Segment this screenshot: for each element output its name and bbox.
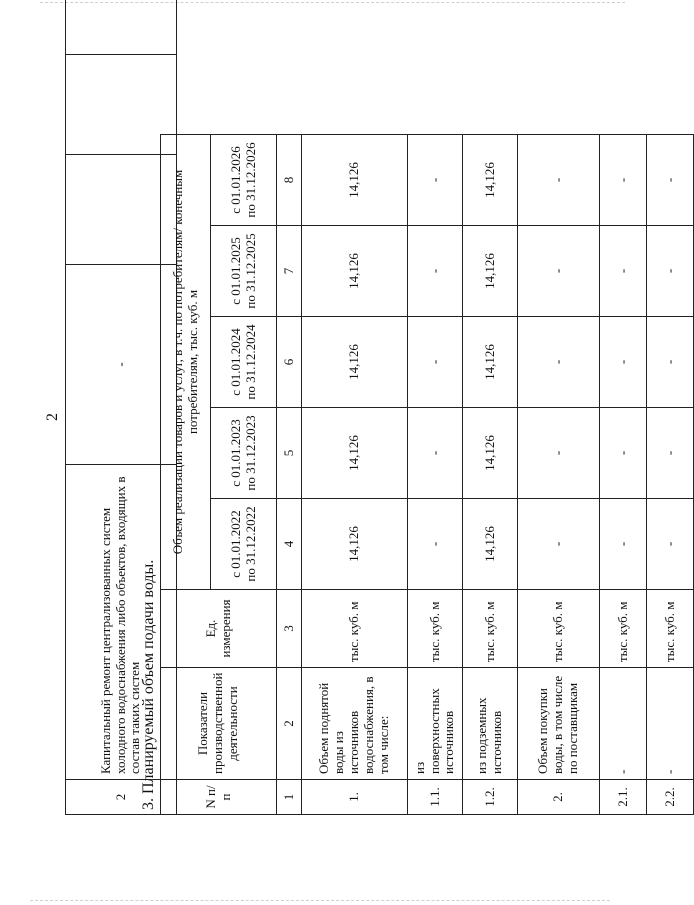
row-indicator: - xyxy=(647,668,694,780)
row-value: - xyxy=(600,226,647,317)
row-value: 14,126 xyxy=(302,408,408,499)
row-value: 14,126 xyxy=(463,134,518,225)
row-unit: тыс. куб. м xyxy=(302,590,408,668)
empty-cell xyxy=(66,0,177,55)
row-num: 1.1. xyxy=(408,780,463,815)
row-value: - xyxy=(518,134,600,225)
column-number: 6 xyxy=(277,317,302,408)
header-unit: Ед. измерения xyxy=(161,590,277,668)
row-unit: тыс. куб. м xyxy=(600,590,647,668)
row-num: 1.2. xyxy=(463,780,518,815)
row-indicator: Объем поднятой воды из источников водоснабжения, в том числе: xyxy=(302,668,408,780)
row-unit: тыс. куб. м xyxy=(408,590,463,668)
row-value: - xyxy=(600,408,647,499)
row-indicator: Объем покупки воды, в том числе по поставщикам xyxy=(518,668,600,780)
column-number: 8 xyxy=(277,134,302,225)
top-row-text: Капитальный ремонт централизованных систем холодного водоснабжения либо объектов, входящих в состав таких систем xyxy=(66,465,177,780)
header-period: с 01.01.2026 по 31.12.2026 xyxy=(211,134,277,225)
row-num: 2.2. xyxy=(647,780,694,815)
header-row xyxy=(161,134,211,814)
row-value: 14,126 xyxy=(302,317,408,408)
column-number: 3 xyxy=(277,590,302,668)
row-value: - xyxy=(408,226,463,317)
row-value: - xyxy=(600,134,647,225)
row-value: - xyxy=(647,408,694,499)
column-number: 4 xyxy=(277,499,302,590)
row-value: 14,126 xyxy=(302,134,408,225)
row-indicator: из подземных источников xyxy=(463,668,518,780)
header-num: N п/п xyxy=(161,780,277,815)
row-unit: тыс. куб. м xyxy=(647,590,694,668)
row-value: - xyxy=(647,226,694,317)
row-value: - xyxy=(408,317,463,408)
header-period: с 01.01.2024 по 31.12.2024 xyxy=(211,317,277,408)
row-value: - xyxy=(600,317,647,408)
table-row xyxy=(600,134,647,814)
header-period: с 01.01.2022 по 31.12.2022 xyxy=(211,499,277,590)
header-group: Объем реализации товаров и услуг, в т.ч. по потребителям/ конечным потребителям, тыс. куб. м xyxy=(161,134,211,589)
row-num: 2.1. xyxy=(600,780,647,815)
row-value: - xyxy=(518,408,600,499)
header-period: с 01.01.2023 по 31.12.2023 xyxy=(211,408,277,499)
row-value: - xyxy=(408,499,463,590)
row-value: - xyxy=(647,499,694,590)
row-value: - xyxy=(518,499,600,590)
row-indicator: из поверхностных источников xyxy=(408,668,463,780)
row-value: - xyxy=(408,408,463,499)
row-num: 2. xyxy=(518,780,600,815)
header-period: с 01.01.2025 по 31.12.2025 xyxy=(211,226,277,317)
row-value: - xyxy=(518,226,600,317)
column-number: 5 xyxy=(277,408,302,499)
row-unit: тыс. куб. м xyxy=(518,590,600,668)
row-value: 14,126 xyxy=(302,226,408,317)
row-value: - xyxy=(600,499,647,590)
table-row xyxy=(463,134,518,814)
column-number: 1 xyxy=(277,780,302,815)
section-title: 3. Планируемый объем подачи воды. xyxy=(140,559,157,810)
row-value: 14,126 xyxy=(463,226,518,317)
row-indicator: - xyxy=(600,668,647,780)
header-indicator: Показатели производственной деятельности xyxy=(161,668,277,780)
row-value: - xyxy=(647,134,694,225)
column-number-row xyxy=(277,134,302,814)
table-row xyxy=(408,134,463,814)
row-unit: тыс. куб. м xyxy=(463,590,518,668)
row-value: 14,126 xyxy=(463,317,518,408)
row-num: 1. xyxy=(302,780,408,815)
row-value: - xyxy=(408,134,463,225)
column-number: 7 xyxy=(277,226,302,317)
row-value: - xyxy=(647,317,694,408)
column-number: 2 xyxy=(277,668,302,780)
page-number: 2 xyxy=(44,413,61,421)
table-row xyxy=(647,134,694,814)
water-supply-table xyxy=(160,134,694,815)
table-row xyxy=(518,134,600,814)
row-value: 14,126 xyxy=(463,408,518,499)
row-value: 14,126 xyxy=(302,499,408,590)
top-row-num: 2 xyxy=(66,780,177,815)
row-value: 14,126 xyxy=(463,499,518,590)
top-row-value: - xyxy=(66,265,177,465)
row-value: - xyxy=(518,317,600,408)
table-row xyxy=(302,134,408,814)
